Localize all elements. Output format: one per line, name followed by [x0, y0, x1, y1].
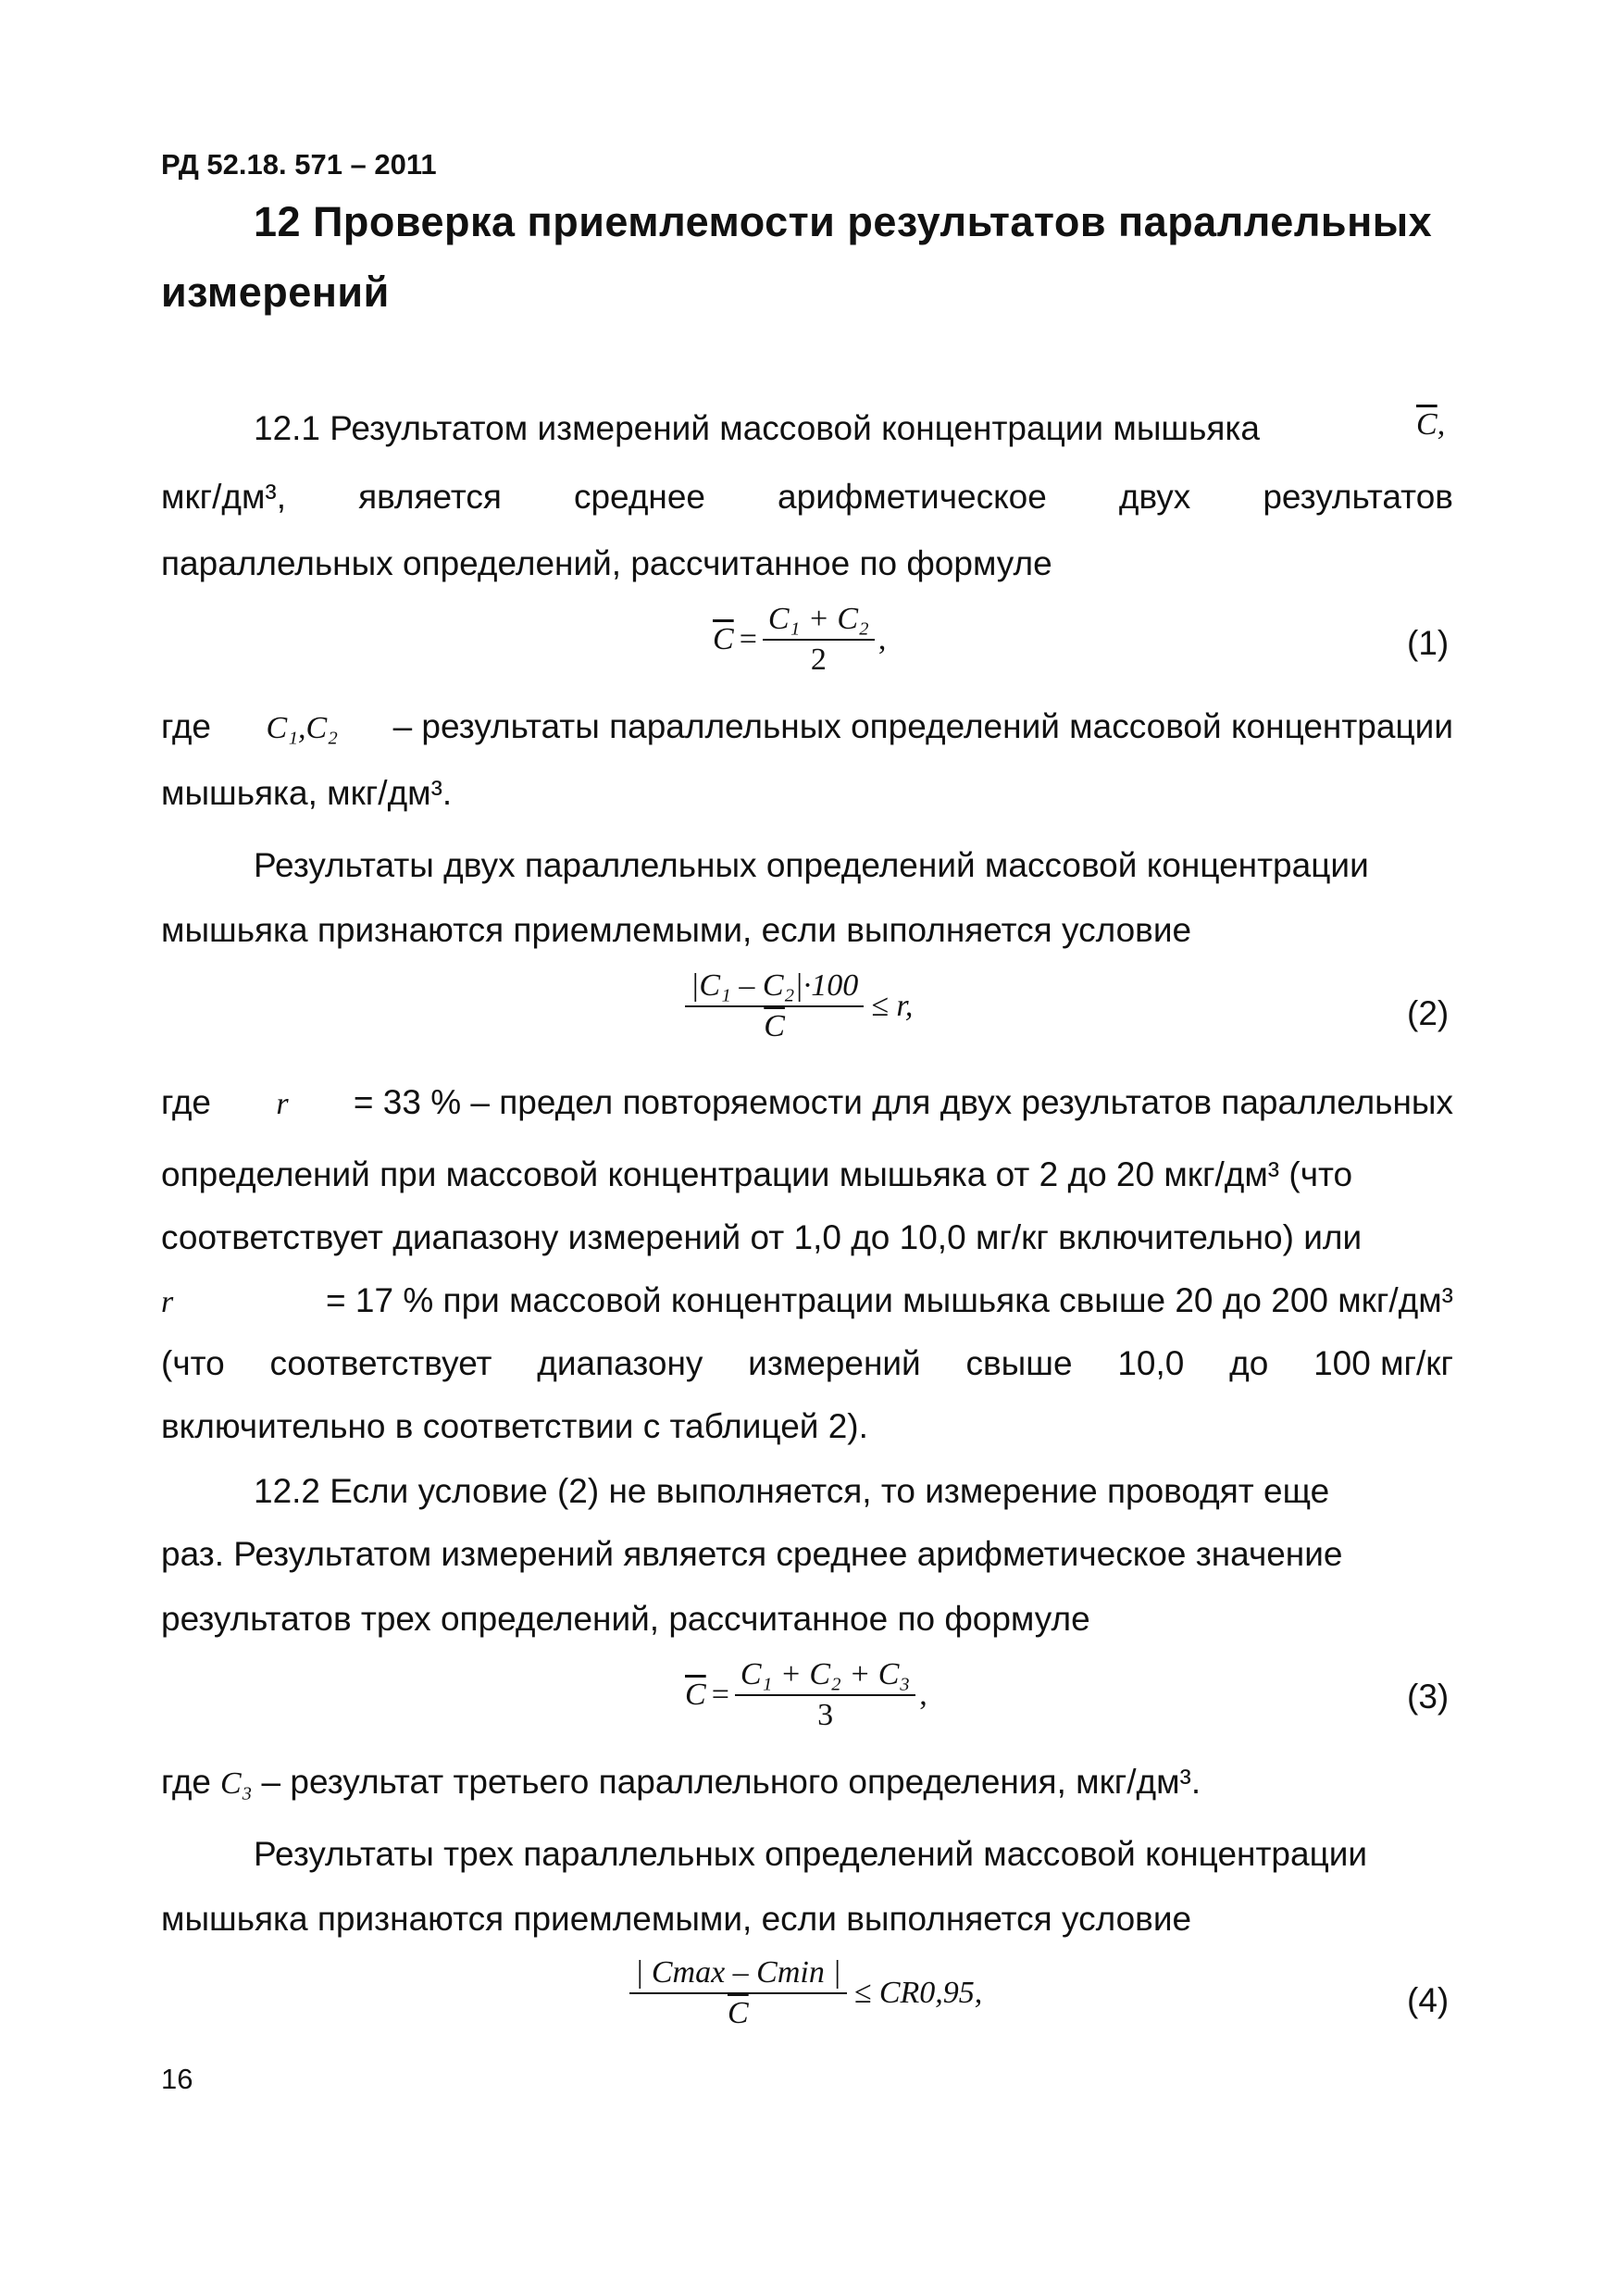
p3-line2: раз. Результатом измерений является среднее арифметическое значение: [161, 1535, 1343, 1573]
where2-line2: определений при массовой концентрации мышьяка от 2 до 20 мкг/дм³ (что: [161, 1155, 1353, 1193]
eq3-numerator: C₁ + C₂ + C₃: [735, 1657, 915, 1696]
p2-line1: Результаты двух параллельных определений массовой концентрации: [254, 846, 1369, 884]
section-title-line2: измерений: [161, 268, 390, 316]
p1-line1: [254, 409, 1260, 448]
where2-l5-w0: (что: [161, 1344, 225, 1382]
where2-line6: включительно в соответствии с таблицей 2).: [161, 1407, 868, 1445]
equation-2: [685, 968, 913, 1044]
eq3-denominator: 3: [817, 1698, 834, 1732]
where1-line1: [161, 707, 1453, 746]
eq2-number: (2): [1407, 994, 1450, 1032]
p1-w3: арифметическое: [778, 478, 1047, 516]
where1-prefix: где: [161, 707, 212, 745]
eq1-fraction: [763, 602, 875, 678]
where2-line3: соответствует диапазону измерений от 1,0 до 10,0 мг/кг включительно) или: [161, 1218, 1363, 1256]
where1-line2: мышьяка, мкг/дм³.: [161, 774, 453, 812]
p1-line2: [161, 478, 1453, 517]
eq4-fraction: [629, 1955, 847, 2031]
p2-line2: мышьяка признаются приемлемыми, если выполняется условие: [161, 911, 1192, 949]
p4-line1: Результаты трех параллельных определений массовой концентрации: [254, 1835, 1368, 1873]
eq4-rhs: ≤ CR0,95,: [853, 1976, 983, 2010]
where2-rest: = 33 % – предел повторяемости для двух результатов параллельных: [353, 1083, 1453, 1121]
eq4-denominator: C: [728, 1996, 749, 2030]
where2-l5-w2: диапазону: [537, 1344, 703, 1382]
eq1-numerator: C₁ + C₂: [763, 602, 875, 641]
where2-l5-w7: 100 мг/кг: [1313, 1344, 1453, 1382]
p1-w5: результатов: [1263, 478, 1453, 516]
page-number: 16: [161, 2063, 193, 2095]
eq2-fraction: [685, 968, 864, 1044]
p1-w0: мкг/дм³,: [161, 478, 287, 516]
section-heading: [254, 198, 1432, 246]
eq2-rhs: ≤ r,: [871, 989, 914, 1023]
where2-l5-w3: измерений: [748, 1344, 921, 1382]
where2-prefix: где: [161, 1083, 212, 1121]
p1-w2: среднее: [573, 478, 706, 516]
where2-l5-w5: 10,0: [1117, 1344, 1185, 1382]
p1-line1-text: 12.1 Результатом измерений массовой концентрации мышьяка: [254, 409, 1260, 447]
where3-var: C₃: [220, 1766, 253, 1801]
eq3-fraction: [735, 1657, 915, 1733]
section-title-line1: Проверка приемлемости результатов параллельных: [313, 198, 1433, 245]
where2-l5-w1: соответствует: [269, 1344, 492, 1382]
eq3-number: (3): [1407, 1678, 1450, 1716]
where1-vars: C₁,C₂: [266, 711, 339, 745]
p1-w1: является: [358, 478, 502, 516]
eq4-numerator: | Cmax – Cmin |: [629, 1955, 847, 1994]
eq1-number: (1): [1407, 624, 1450, 662]
where1-rest: – результаты параллельных определений массовой концентрации: [392, 707, 1453, 745]
equation-4: [629, 1955, 982, 2031]
equation-3: $\overline{C}$ = $\frac{\text{C₁ + C₂ + C₃}}{3}$ ,: [685, 1657, 927, 1732]
section-number: 12: [254, 198, 302, 245]
p4-line2: мышьяка признаются приемлемыми, если выполняется условие: [161, 1900, 1192, 1938]
p1-line3: параллельных определений, рассчитанное по формуле: [161, 544, 1052, 582]
p1-symbol: $\overline{C}$,: [1416, 407, 1446, 442]
where2-line5: [161, 1344, 1453, 1383]
p3-line1: 12.2 Если условие (2) не выполняется, то измерение проводят еще: [254, 1472, 1330, 1510]
eq1-lhs: $\overline{C}$: [713, 622, 734, 656]
eq2-denominator: C: [764, 1009, 785, 1043]
where2-l5-w4: свыше: [965, 1344, 1073, 1382]
eq2-numerator: |C₁ – C₂|·100: [685, 968, 864, 1007]
where3-prefix: где: [161, 1763, 212, 1801]
document-code: РД 52.18. 571 – 2011: [161, 148, 437, 181]
where2-line4: [161, 1281, 1453, 1320]
where2-line4-rest: = 17 % при массовой концентрации мышьяка свыше 20 до 200 мкг/дм³: [326, 1281, 1453, 1319]
where3-line: [161, 1763, 1201, 1802]
equation-1: $\overline{C}$ = $\frac{\text{C₁ + C₂}}{2}$ ,: [713, 602, 887, 677]
eq1-denominator: 2: [810, 643, 827, 677]
p1-w4: двух: [1118, 478, 1191, 516]
where2-var: r: [276, 1087, 289, 1121]
where2-line1: [161, 1083, 1453, 1122]
where2-l5-w6: до: [1229, 1344, 1269, 1382]
p3-line3: результатов трех определений, рассчитанное по формуле: [161, 1600, 1090, 1638]
eq4-number: (4): [1407, 1981, 1450, 2019]
where3-rest: – результат третьего параллельного определения, мкг/дм³.: [261, 1763, 1201, 1801]
where2-line4-var: r: [161, 1285, 174, 1319]
eq3-lhs: $\overline{C}$: [685, 1678, 706, 1712]
